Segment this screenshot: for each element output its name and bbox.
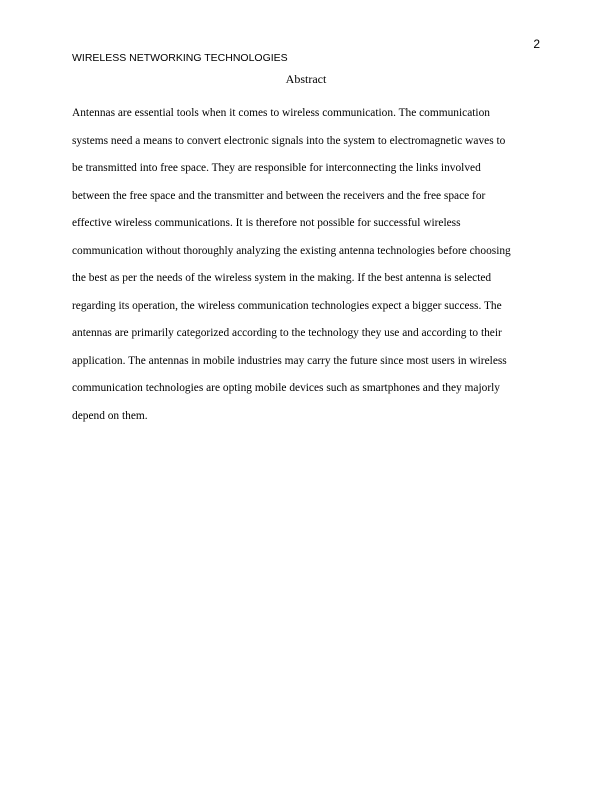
paragraph-line: Antennas are essential tools when it comes to wireless communication. The communication — [72, 107, 490, 119]
running-head: WIRELESS NETWORKING TECHNOLOGIES — [72, 52, 288, 64]
section-title: Abstract — [285, 72, 327, 86]
paragraph-line: systems need a means to convert electronic signals into the system to electromagnetic waves to — [72, 134, 506, 147]
paragraph-line: between the free space and the transmitter and between the receivers and the free space for — [72, 189, 486, 202]
paragraph-line: be transmitted into free space. They are responsible for interconnecting the links involved — [72, 162, 481, 174]
paragraph-line: regarding its operation, the wireless communication technologies expect a bigger success. The — [72, 299, 502, 312]
paragraph-line: application. The antennas in mobile industries may carry the future since most users in wireless — [72, 354, 507, 367]
paragraph-line: the best as per the needs of the wireless system in the making. If the best antenna is selected — [72, 272, 492, 284]
paragraph-line: effective wireless communications. It is therefore not possible for successful wireless — [72, 217, 461, 229]
paragraph-line: depend on them. — [72, 409, 148, 422]
page-number: 2 — [533, 37, 540, 51]
paragraph-line: antennas are primarily categorized according to the technology they use and according to their — [72, 327, 502, 339]
abstract-paragraph — [72, 100, 540, 430]
paragraph-line: communication technologies are opting mobile devices such as smartphones and they majorly — [72, 382, 500, 394]
paragraph-line: communication without thoroughly analyzing the existing antenna technologies before choosing — [72, 244, 511, 257]
